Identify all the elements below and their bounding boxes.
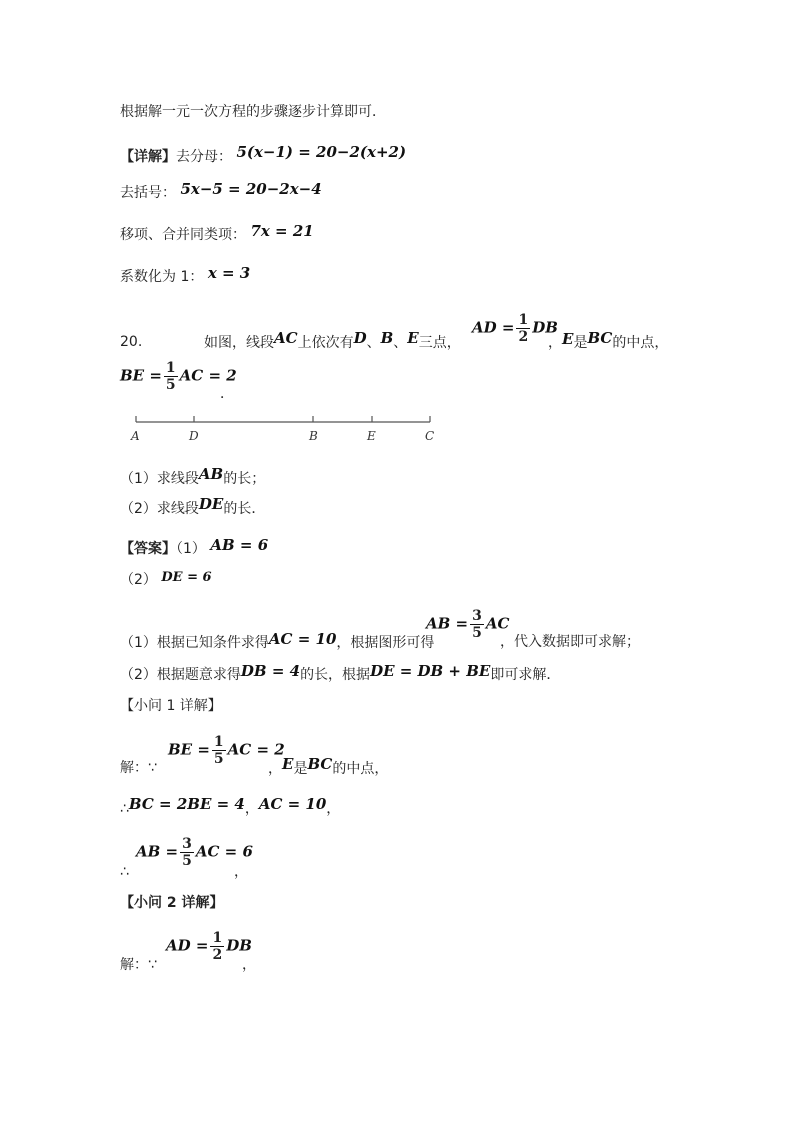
analysis-1-eq: AC = 10 (268, 630, 337, 648)
fraction-half (516, 312, 530, 345)
answer-p1: （1） (176, 541, 206, 557)
ab-eq-left: AB = (426, 614, 469, 633)
ad-eq-db: DB (532, 318, 558, 337)
step-3-label: 移项、合并同类项： (120, 227, 246, 243)
analysis-1-b: ，根据图形可得 (336, 635, 435, 651)
fraction-half-2 (210, 930, 224, 963)
label-b: B (309, 429, 318, 443)
step-2-equation: 5x−5 = 20−2x−4 (180, 180, 322, 198)
sol1-comma-2: ， (244, 801, 259, 817)
answer-tag: 【答案】 (120, 541, 176, 557)
analysis-2-b: 的长，根据 (300, 667, 371, 683)
sol1-jie: 解：∵ (120, 760, 157, 776)
fraction-fifth-2 (212, 734, 226, 767)
step-1-equation: 5(x−1) = 20−2(x+2) (236, 143, 407, 161)
be-eq-left: BE = (120, 366, 162, 385)
sol1-line1-tail (268, 755, 389, 779)
q-e2: E (562, 330, 574, 348)
frac-num: 1 (212, 930, 223, 946)
step-4-equation: x = 3 (207, 264, 251, 282)
sol2-ad-eq-db: DB (226, 936, 252, 955)
q-bc: BC (587, 329, 613, 347)
sub1-text-b: 的长； (223, 471, 266, 487)
answer-p1-eq: AB = 6 (210, 536, 269, 554)
sub2-text-b: 的长． (223, 501, 266, 517)
analysis-2 (120, 664, 560, 685)
end-dot: ． (220, 386, 234, 402)
sol1-bc: BC (307, 755, 333, 773)
frac-num: 1 (518, 312, 529, 328)
frac-num: 3 (472, 608, 482, 624)
sol1-line3-tail (234, 862, 248, 882)
q-text-4: ， (548, 335, 562, 351)
step-2 (120, 182, 322, 203)
analysis-1-a: （1）根据已知条件求得 (120, 635, 269, 651)
sol1-ac-eq: AC = 10 (258, 795, 327, 813)
question-20-stem (204, 329, 461, 353)
analysis-2-eq: DB = 4 (240, 662, 301, 680)
analysis-2-a: （2）根据题意求得 (120, 667, 241, 683)
label-d: D (189, 429, 199, 443)
frac-num: 3 (182, 836, 192, 852)
ab-eq-ac: AC (485, 614, 510, 633)
sol1-l2-end: ， (326, 801, 341, 817)
therefore-2: ∴ (120, 864, 129, 880)
q-text-2: 上依次有 (297, 335, 354, 351)
sol1-be-eq-left: BE = (168, 740, 210, 759)
step-3 (120, 224, 314, 245)
step-1 (120, 143, 407, 167)
q-text-5: 是 (573, 335, 588, 351)
frac-den: 2 (518, 329, 529, 345)
step-4-label: 系数化为 1： (120, 269, 204, 285)
fraction-three-fifths (470, 608, 484, 641)
sol1-line3-prefix (120, 862, 129, 882)
sol1-zhongdian: 的中点， (332, 761, 389, 777)
sol1-comma: ， (268, 761, 282, 777)
q-e: E (407, 329, 419, 347)
therefore-1: ∴ (120, 801, 129, 817)
q-text-1: 如图，线段 (204, 335, 274, 351)
q-ac: AC (274, 329, 298, 347)
analysis-1-tail (500, 632, 640, 652)
segment-figure (128, 412, 448, 452)
fraction-fifth (164, 360, 178, 393)
frac-den: 5 (472, 625, 482, 641)
question-20-stem-2 (548, 329, 669, 353)
answer-2 (120, 570, 212, 591)
step-4 (120, 266, 250, 287)
analysis-2-eq2: DE = DB + BE (370, 662, 491, 680)
sol2-header: 【小问 2 详解】 (120, 895, 224, 911)
q-d: D (353, 329, 367, 347)
label-c: C (425, 429, 435, 443)
sol1-header: 【小问 1 详解】 (120, 698, 222, 714)
frac-den: 5 (182, 853, 192, 869)
sol1-e: E (282, 755, 294, 773)
sol2-line1-tail (242, 955, 256, 975)
frac-den: 5 (165, 377, 176, 393)
sol2-end: ， (242, 957, 256, 973)
sol1-l3-end: ， (234, 864, 248, 880)
sol1-ab-eq-left: AB = (136, 842, 179, 861)
sub2-de: DE (198, 495, 224, 513)
q-text-3: 三点， (418, 335, 461, 351)
sol2-ad-eq-left: AD = (166, 936, 209, 955)
sol1-be-eq-right: AC = 2 (227, 740, 285, 759)
frac-den: 5 (213, 751, 224, 767)
answer-p2-eq: DE = 6 (161, 570, 212, 585)
frac-num: 1 (165, 360, 176, 376)
ab-fraction-equation (426, 608, 509, 641)
sub2-text-a: （2）求线段 (120, 501, 199, 517)
analysis-1-c: ，代入数据即可求解； (500, 634, 640, 650)
question-20 (120, 332, 142, 352)
intro-text: 根据解一元一次方程的步骤逐步计算即可． (120, 104, 386, 120)
sol1-line2 (120, 795, 341, 819)
fraction-three-fifths-2 (180, 836, 194, 869)
sol1-shi: 是 (293, 761, 308, 777)
q-b: B (380, 329, 394, 347)
frac-num: 1 (213, 734, 224, 750)
ad-equation (472, 312, 558, 345)
question-number: 20. (120, 334, 143, 350)
q-text-6: 的中点， (612, 335, 669, 351)
q-sep-1: 、 (366, 335, 381, 351)
sol2-jie: 解：∵ (120, 957, 157, 973)
label-e: E (367, 429, 376, 443)
sub1-ab: AB (198, 465, 224, 483)
sol2-ad-equation (166, 930, 252, 963)
analysis-2-c: 即可求解． (490, 667, 561, 683)
sub-question-2 (120, 495, 266, 519)
answer-p2: （2） (120, 572, 157, 588)
sol2-line1-prefix (120, 955, 157, 975)
answer-1 (120, 538, 268, 559)
q-sep-2: 、 (393, 335, 408, 351)
sol1-bc-eq: BC = 2BE = 4 (128, 795, 245, 813)
label-a: A (131, 429, 140, 443)
sub-question-1 (120, 465, 266, 489)
ad-eq-left: AD = (472, 318, 515, 337)
detail-tag: 【详解】 (120, 149, 176, 165)
sol1-line1-prefix (120, 758, 157, 778)
step-1-label: 去分母： (176, 149, 232, 165)
sub1-text-a: （1）求线段 (120, 471, 199, 487)
analysis-1 (120, 632, 434, 653)
be-equation-end (220, 384, 234, 404)
sol1-ab-eq-right: AC = 6 (195, 842, 253, 861)
step-2-label: 去括号： (120, 185, 176, 201)
frac-den: 2 (212, 947, 223, 963)
be-eq-right: AC = 2 (179, 366, 237, 385)
step-3-equation: 7x = 21 (250, 222, 314, 240)
